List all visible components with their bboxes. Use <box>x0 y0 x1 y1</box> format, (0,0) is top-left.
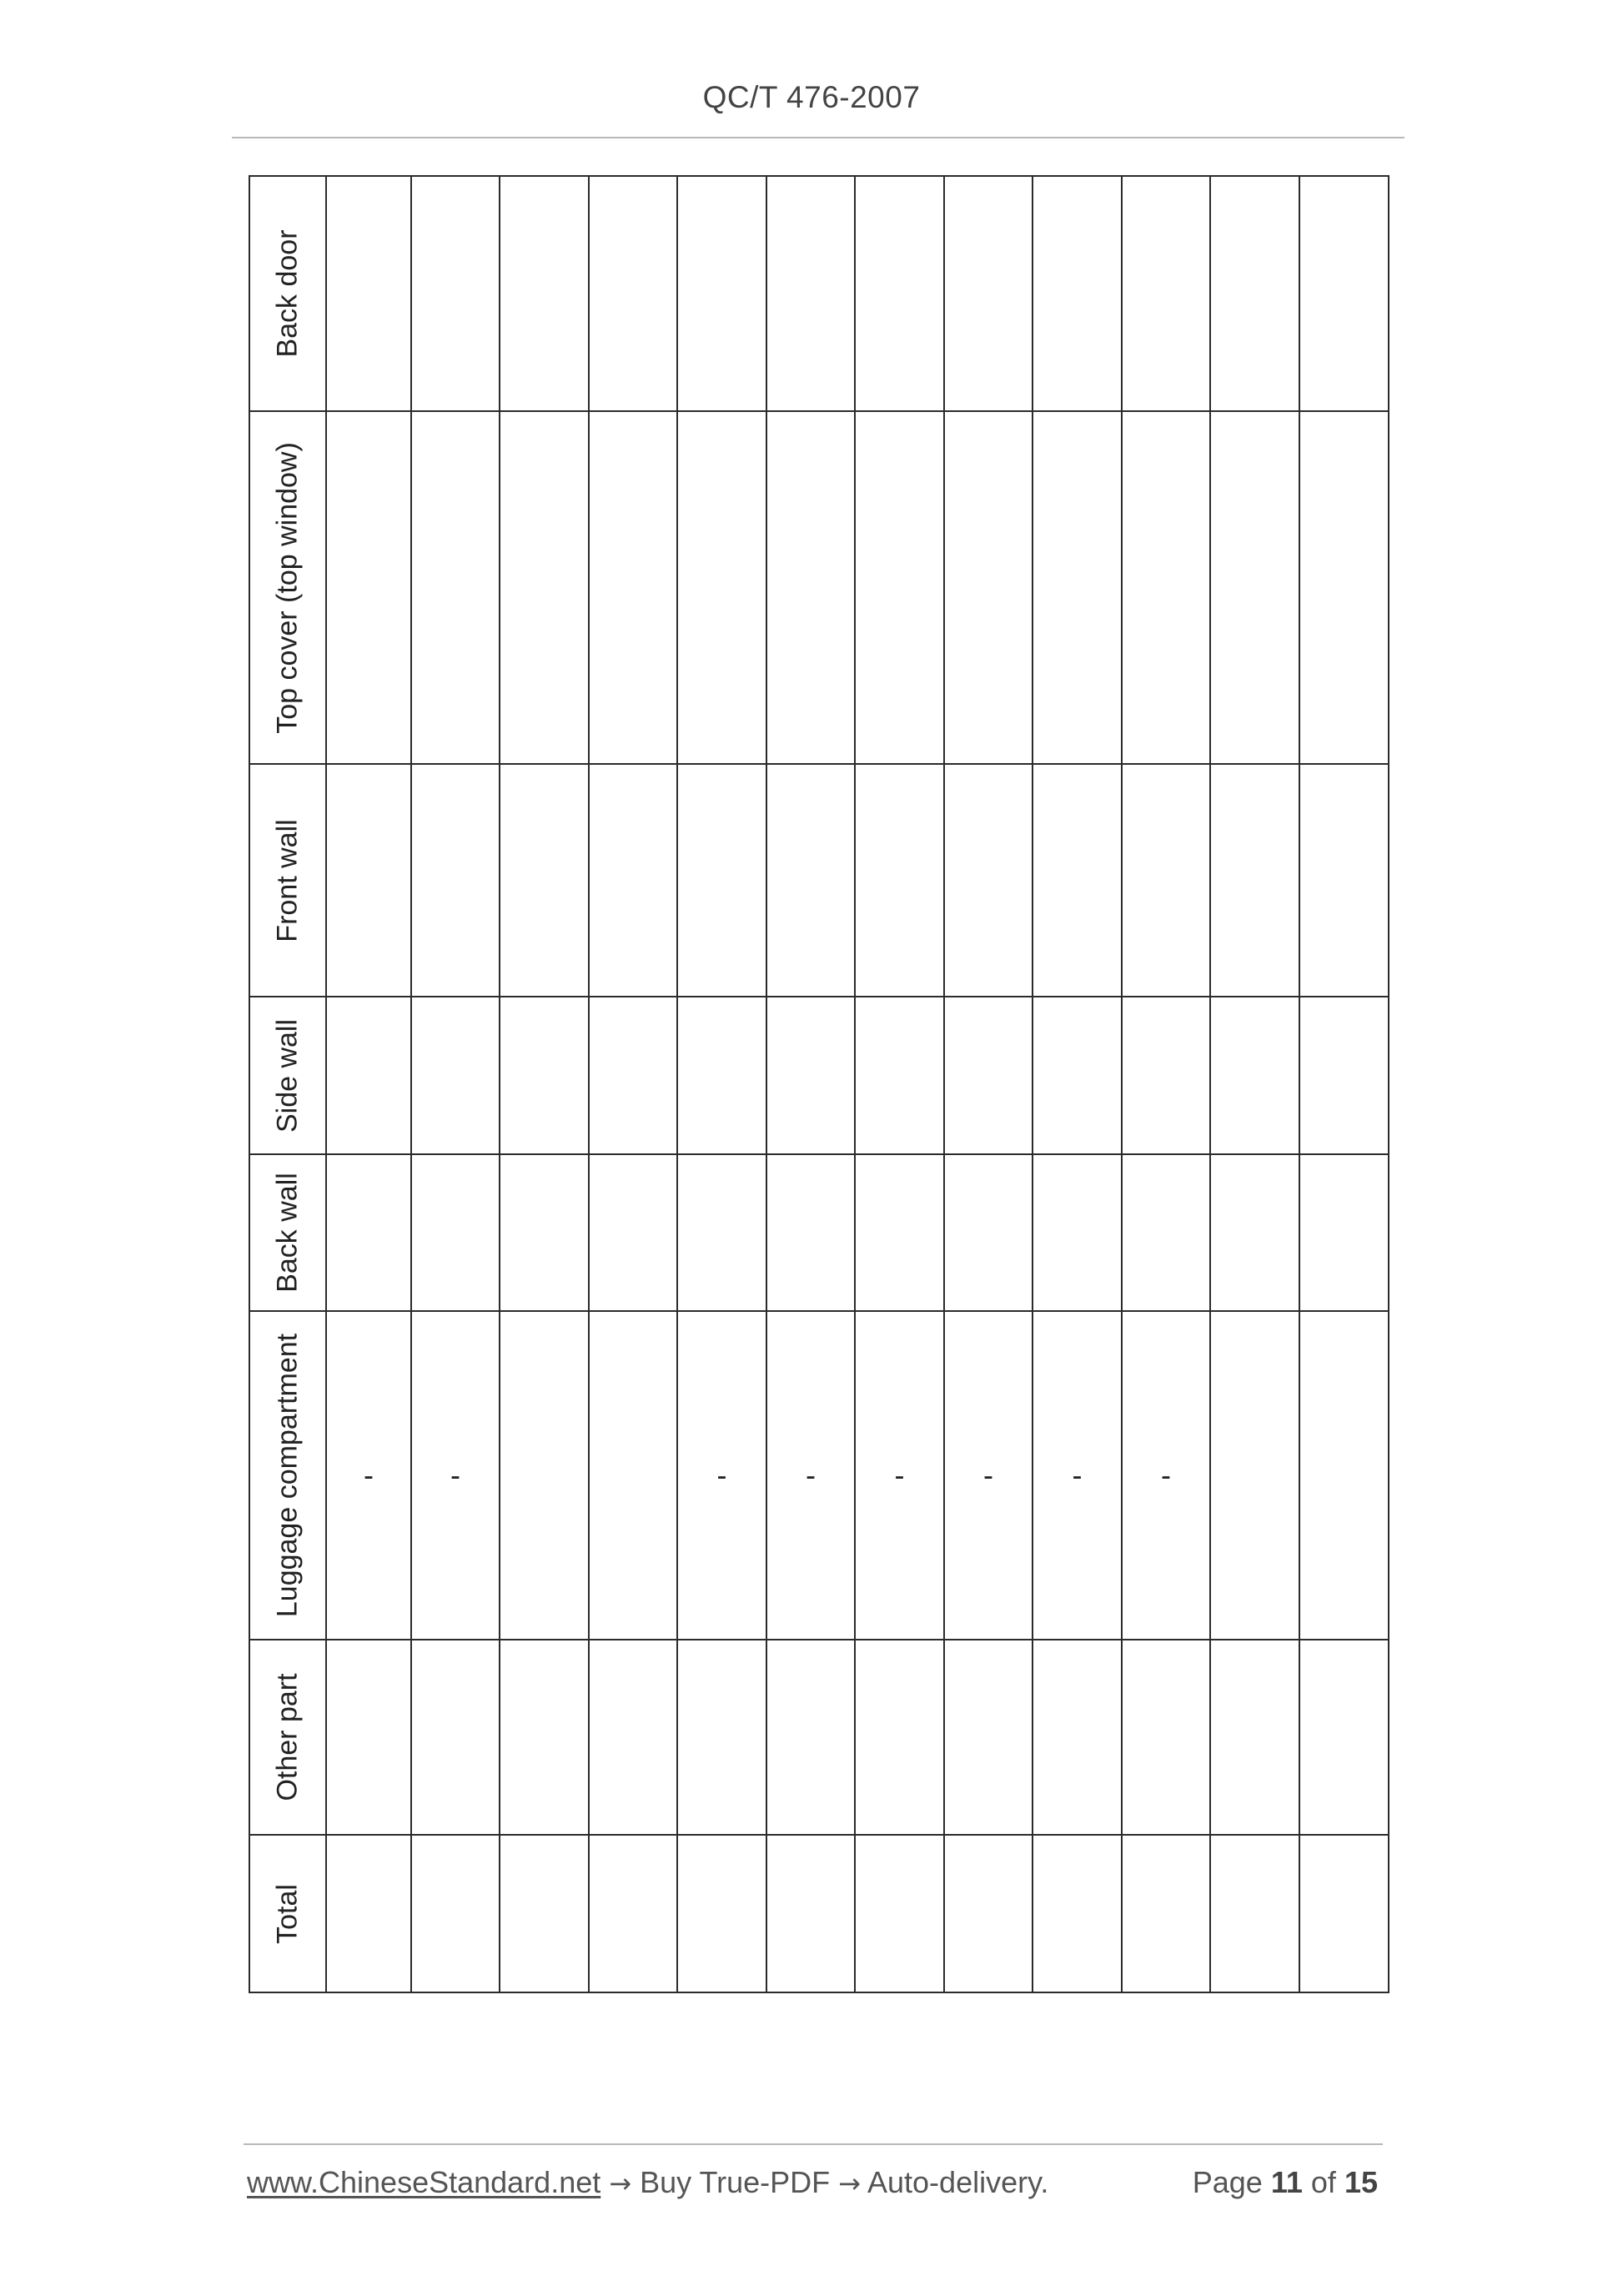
table-cell <box>855 1835 944 1992</box>
table-cell <box>677 1154 766 1311</box>
data-table <box>249 175 1389 1993</box>
auto-delivery-text: Auto-delivery. <box>867 2165 1049 2199</box>
dash-mark: - <box>716 1458 727 1492</box>
table-cell <box>589 411 677 764</box>
document-code-header: QC/T 476-2007 <box>702 80 921 114</box>
row-label: Total <box>271 1883 304 1944</box>
table-cell <box>500 1835 589 1992</box>
table-cell <box>766 176 855 411</box>
table-cell <box>677 411 766 764</box>
table-cell <box>1210 1154 1299 1311</box>
table-cell <box>855 764 944 997</box>
table-cell <box>1122 1311 1210 1640</box>
table-cell <box>1210 1640 1299 1835</box>
table-cell <box>411 1835 500 1992</box>
page-number: 11 <box>1270 2165 1303 2199</box>
table-cell <box>1210 1835 1299 1992</box>
table-cell <box>589 1154 677 1311</box>
table-cell <box>411 411 500 764</box>
table-cell <box>411 1640 500 1835</box>
table-cell <box>677 997 766 1154</box>
row-label: Front wall <box>271 818 304 942</box>
row-label-cell <box>249 176 326 411</box>
table-cell <box>1299 1640 1389 1835</box>
table-cell <box>1033 997 1122 1154</box>
table-row-luggage-compartment <box>249 1311 1389 1640</box>
table-cell <box>855 1640 944 1835</box>
table-cell <box>1299 176 1389 411</box>
table-cell <box>766 1640 855 1835</box>
table-cell <box>677 1311 766 1640</box>
table-cell <box>589 1835 677 1992</box>
table-cell <box>411 764 500 997</box>
page-footer <box>247 2165 1389 2207</box>
table-cell <box>1299 764 1389 997</box>
table-cell <box>411 1154 500 1311</box>
table-cell <box>944 997 1033 1154</box>
table-cell <box>1122 764 1210 997</box>
table-cell <box>589 764 677 997</box>
table-cell <box>589 1311 677 1640</box>
table-cell <box>1299 1154 1389 1311</box>
table-cell <box>1299 1835 1389 1992</box>
table-cell <box>944 176 1033 411</box>
footer-divider <box>244 2143 1383 2145</box>
row-label-cell <box>249 1311 326 1640</box>
table-cell <box>326 1835 411 1992</box>
table-cell <box>766 411 855 764</box>
table-row-front-wall <box>249 764 1389 997</box>
row-label: Back door <box>271 229 304 358</box>
table-cell <box>766 1835 855 1992</box>
table-cell <box>766 1311 855 1640</box>
table-cell <box>1210 176 1299 411</box>
table-cell <box>944 1311 1033 1640</box>
of-word: of <box>1310 2165 1336 2199</box>
table-cell <box>589 176 677 411</box>
table-cell <box>500 411 589 764</box>
table-cell <box>500 1154 589 1311</box>
table-cell <box>944 764 1033 997</box>
row-label: Luggage compartment <box>271 1333 304 1618</box>
table-cell <box>855 1154 944 1311</box>
table-cell <box>411 1311 500 1640</box>
table-cell <box>500 764 589 997</box>
dash-mark: - <box>894 1458 905 1492</box>
table-cell <box>944 1835 1033 1992</box>
table-row-other-part <box>249 1640 1389 1835</box>
table-cell <box>1210 764 1299 997</box>
table-cell <box>500 997 589 1154</box>
table-cell <box>1299 997 1389 1154</box>
row-label-cell <box>249 764 326 997</box>
row-label-cell <box>249 411 326 764</box>
footer-promo <box>247 2165 1048 2200</box>
dash-mark: - <box>1161 1458 1171 1492</box>
arrow-right-icon: → <box>838 2168 861 2199</box>
table-cell <box>855 176 944 411</box>
table-cell <box>326 1154 411 1311</box>
row-label-cell <box>249 1640 326 1835</box>
table-cell <box>1210 1311 1299 1640</box>
table-cell <box>1033 411 1122 764</box>
table-cell <box>855 997 944 1154</box>
table-cell <box>500 1640 589 1835</box>
table-row-total <box>249 1835 1389 1992</box>
table-cell <box>766 997 855 1154</box>
table-cell <box>326 764 411 997</box>
website-link[interactable]: www.ChineseStandard.net <box>247 2165 601 2199</box>
table-cell <box>1033 1835 1122 1992</box>
table-cell <box>677 1835 766 1992</box>
table-cell <box>411 997 500 1154</box>
table-cell <box>589 1640 677 1835</box>
table-cell <box>326 411 411 764</box>
table-cell <box>1033 764 1122 997</box>
table-cell <box>1033 176 1122 411</box>
table-row-back-door <box>249 176 1389 411</box>
row-label-cell <box>249 997 326 1154</box>
table-cell <box>1210 411 1299 764</box>
dash-mark: - <box>1072 1458 1083 1492</box>
table-cell <box>1033 1311 1122 1640</box>
table-cell <box>944 1154 1033 1311</box>
row-label: Other part <box>271 1673 304 1801</box>
table-cell <box>677 1640 766 1835</box>
dash-mark: - <box>450 1458 460 1492</box>
table-cell <box>1122 1640 1210 1835</box>
dash-mark: - <box>364 1458 374 1492</box>
page-total: 15 <box>1344 2165 1378 2199</box>
table-cell <box>766 764 855 997</box>
table-cell <box>1299 411 1389 764</box>
row-label-cell <box>249 1835 326 1992</box>
table-row-side-wall <box>249 997 1389 1154</box>
table-cell <box>326 1640 411 1835</box>
table-cell <box>1033 1640 1122 1835</box>
row-label: Side wall <box>271 1018 304 1133</box>
row-label: Back wall <box>271 1173 304 1293</box>
row-label-cell <box>249 1154 326 1311</box>
table-cell <box>500 176 589 411</box>
table-cell <box>677 176 766 411</box>
table-row-top-cover <box>249 411 1389 764</box>
table-cell <box>1122 411 1210 764</box>
header-divider <box>232 137 1404 138</box>
table-cell <box>1122 1835 1210 1992</box>
arrow-right-icon: → <box>609 2168 632 2199</box>
table-cell <box>677 764 766 997</box>
table-cell <box>1122 997 1210 1154</box>
table-cell <box>1122 176 1210 411</box>
page-indicator <box>1193 2165 1378 2200</box>
dash-mark: - <box>806 1458 816 1492</box>
table-cell <box>944 411 1033 764</box>
table-row-back-wall <box>249 1154 1389 1311</box>
table-cell <box>326 997 411 1154</box>
table-cell <box>1299 1311 1389 1640</box>
table-cell <box>326 176 411 411</box>
table-cell <box>1210 997 1299 1154</box>
table-cell <box>855 411 944 764</box>
table-cell <box>500 1311 589 1640</box>
table-cell <box>1033 1154 1122 1311</box>
table-cell <box>1122 1154 1210 1311</box>
table-cell <box>766 1154 855 1311</box>
table-cell <box>855 1311 944 1640</box>
table-cell <box>944 1640 1033 1835</box>
table-cell <box>589 997 677 1154</box>
dash-mark: - <box>983 1458 993 1492</box>
row-label: Top cover (top window) <box>271 441 304 734</box>
buy-pdf-text: Buy True-PDF <box>640 2165 831 2199</box>
table-cell <box>326 1311 411 1640</box>
table-cell <box>411 176 500 411</box>
page-word: Page <box>1192 2165 1263 2199</box>
